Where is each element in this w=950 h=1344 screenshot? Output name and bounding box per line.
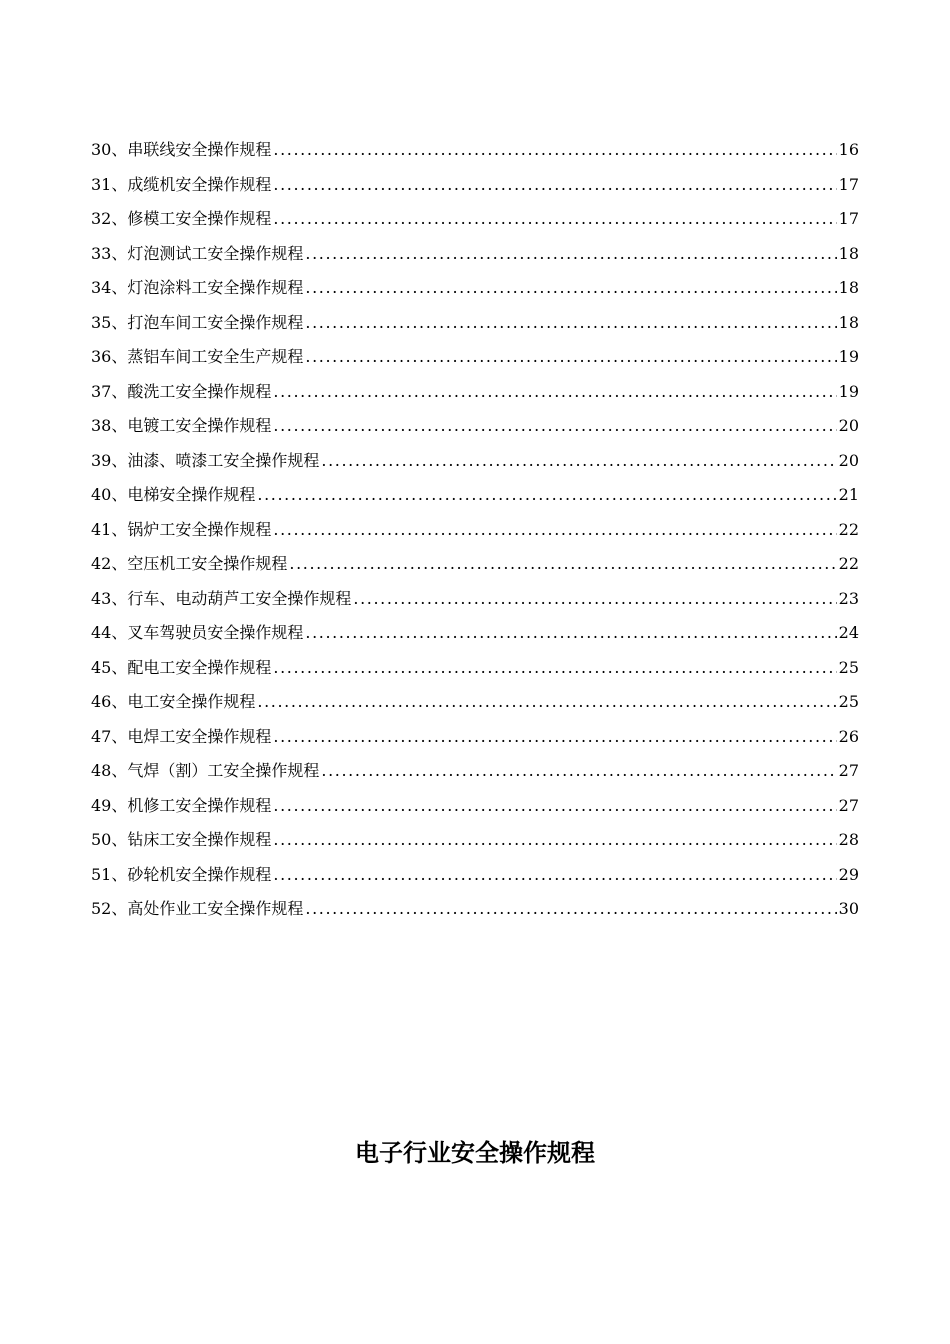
toc-entry[interactable] [91, 449, 859, 484]
toc-entry-number: 43、 [91, 588, 128, 608]
toc-dot-leader [353, 587, 836, 611]
toc-entry-title: 电焊工安全操作规程 [127, 726, 272, 746]
toc-entry-title: 蒸铝车间工安全生产规程 [127, 347, 304, 366]
toc-entry-page: 30 [838, 899, 859, 918]
toc-entry-page: 25 [838, 657, 859, 677]
toc-dot-leader [273, 173, 836, 197]
toc-entry[interactable] [91, 552, 859, 587]
toc-entry-page: 16 [838, 140, 859, 159]
toc-entry[interactable] [91, 897, 859, 932]
toc-entry[interactable] [91, 587, 859, 622]
toc-entry-number: 46、 [91, 692, 128, 711]
toc-entry-number: 48、 [91, 761, 128, 780]
toc-entry-page: 28 [838, 830, 859, 849]
toc-entry-number: 51、 [91, 864, 128, 884]
toc-entry[interactable] [91, 483, 859, 518]
toc-entry-number: 40、 [91, 485, 128, 504]
toc-entry-title: 配电工安全操作规程 [127, 657, 272, 677]
toc-entry-title: 串联线安全操作规程 [127, 140, 272, 159]
toc-entry-page: 22 [838, 519, 859, 539]
toc-entry-number: 50、 [91, 830, 128, 849]
toc-dot-leader [273, 207, 836, 231]
toc-entry-page: 18 [838, 278, 859, 297]
toc-entry-title: 灯泡涂料工安全操作规程 [127, 278, 304, 297]
toc-entry[interactable] [91, 828, 859, 863]
toc-entry-page: 19 [838, 347, 859, 366]
toc-entry-title: 机修工安全操作规程 [127, 795, 272, 815]
toc-entry-title: 电梯安全操作规程 [127, 485, 256, 504]
toc-entry-number: 38、 [91, 416, 128, 435]
toc-entry-number: 31、 [91, 174, 128, 194]
toc-entry[interactable] [91, 207, 859, 242]
toc-entry-title: 油漆、喷漆工安全操作规程 [127, 450, 320, 470]
toc-entry-title: 成缆机安全操作规程 [127, 174, 272, 194]
toc-dot-leader [273, 828, 836, 852]
toc-entry[interactable] [91, 759, 859, 794]
toc-entry[interactable] [91, 518, 859, 553]
toc-entry-title: 砂轮机安全操作规程 [127, 864, 272, 884]
toc-dot-leader [273, 794, 836, 818]
toc-entry-page: 25 [838, 692, 859, 711]
toc-entry[interactable] [91, 276, 859, 311]
toc-entry[interactable] [91, 656, 859, 691]
toc-dot-leader [273, 725, 836, 749]
table-of-contents [91, 138, 859, 932]
toc-dot-leader [273, 656, 836, 680]
toc-entry-title: 空压机工安全操作规程 [127, 554, 288, 573]
toc-entry-title: 电工安全操作规程 [127, 692, 256, 711]
toc-entry-page: 17 [838, 174, 859, 194]
toc-dot-leader [305, 897, 836, 921]
toc-entry-number: 42、 [91, 554, 128, 573]
toc-dot-leader [305, 276, 836, 300]
toc-entry-page: 23 [838, 588, 859, 608]
toc-dot-leader [273, 380, 836, 404]
toc-entry-number: 52、 [91, 899, 128, 918]
toc-entry-title: 叉车驾驶员安全操作规程 [127, 623, 304, 642]
toc-entry-title: 电镀工安全操作规程 [127, 416, 272, 435]
toc-entry-title: 锅炉工安全操作规程 [127, 519, 272, 539]
toc-dot-leader [289, 552, 836, 576]
toc-entry[interactable] [91, 414, 859, 449]
toc-entry-number: 49、 [91, 795, 128, 815]
toc-entry-number: 41、 [91, 519, 128, 539]
toc-entry[interactable] [91, 311, 859, 346]
toc-entry-page: 18 [838, 312, 859, 332]
toc-entry-number: 32、 [91, 209, 128, 228]
toc-entry-title: 钻床工安全操作规程 [127, 830, 272, 849]
toc-entry-number: 39、 [91, 450, 128, 470]
toc-dot-leader [305, 311, 836, 335]
toc-entry-title: 打泡车间工安全操作规程 [127, 312, 304, 332]
toc-entry-number: 37、 [91, 381, 128, 401]
toc-dot-leader [273, 414, 836, 438]
toc-entry-title: 酸洗工安全操作规程 [127, 381, 272, 401]
toc-entry-page: 29 [838, 864, 859, 884]
toc-entry-number: 45、 [91, 657, 128, 677]
toc-entry-page: 27 [838, 795, 859, 815]
toc-entry-title: 灯泡测试工安全操作规程 [127, 243, 304, 263]
toc-entry-title: 气焊（割）工安全操作规程 [127, 761, 320, 780]
toc-dot-leader [305, 621, 836, 645]
toc-entry-number: 47、 [91, 726, 128, 746]
toc-entry-number: 35、 [91, 312, 128, 332]
toc-dot-leader [321, 449, 836, 473]
toc-entry[interactable] [91, 345, 859, 380]
toc-dot-leader [305, 345, 836, 369]
toc-entry-page: 27 [838, 761, 859, 780]
toc-entry-page: 19 [838, 381, 859, 401]
toc-entry[interactable] [91, 621, 859, 656]
toc-entry[interactable] [91, 242, 859, 277]
toc-dot-leader [273, 863, 836, 887]
toc-dot-leader [273, 518, 836, 542]
toc-entry-number: 30、 [91, 140, 128, 159]
toc-entry-page: 18 [838, 243, 859, 263]
document-title: 电子行业安全操作规程 [355, 1139, 595, 1167]
toc-entry-number: 33、 [91, 243, 128, 263]
toc-dot-leader [321, 759, 836, 783]
toc-entry-page: 26 [838, 726, 859, 746]
toc-entry-page: 20 [838, 450, 859, 470]
toc-entry[interactable] [91, 690, 859, 725]
toc-entry[interactable] [91, 380, 859, 415]
toc-entry[interactable] [91, 138, 859, 173]
toc-dot-leader [257, 483, 836, 507]
toc-entry[interactable] [91, 863, 859, 898]
toc-entry-title: 行车、电动葫芦工安全操作规程 [127, 588, 352, 608]
toc-entry[interactable] [91, 725, 859, 760]
toc-entry[interactable] [91, 794, 859, 829]
toc-dot-leader [273, 138, 836, 162]
toc-entry-title: 修模工安全操作规程 [127, 209, 272, 228]
toc-dot-leader [257, 690, 836, 714]
toc-entry[interactable] [91, 173, 859, 208]
toc-entry-page: 17 [838, 209, 859, 228]
toc-entry-number: 36、 [91, 347, 128, 366]
toc-dot-leader [305, 242, 836, 266]
toc-entry-number: 44、 [91, 623, 128, 642]
toc-entry-page: 20 [838, 416, 859, 435]
toc-entry-page: 21 [838, 485, 859, 504]
toc-entry-title: 高处作业工安全操作规程 [127, 899, 304, 918]
toc-entry-number: 34、 [91, 278, 128, 297]
toc-entry-page: 22 [838, 554, 859, 573]
toc-entry-page: 24 [838, 623, 859, 642]
